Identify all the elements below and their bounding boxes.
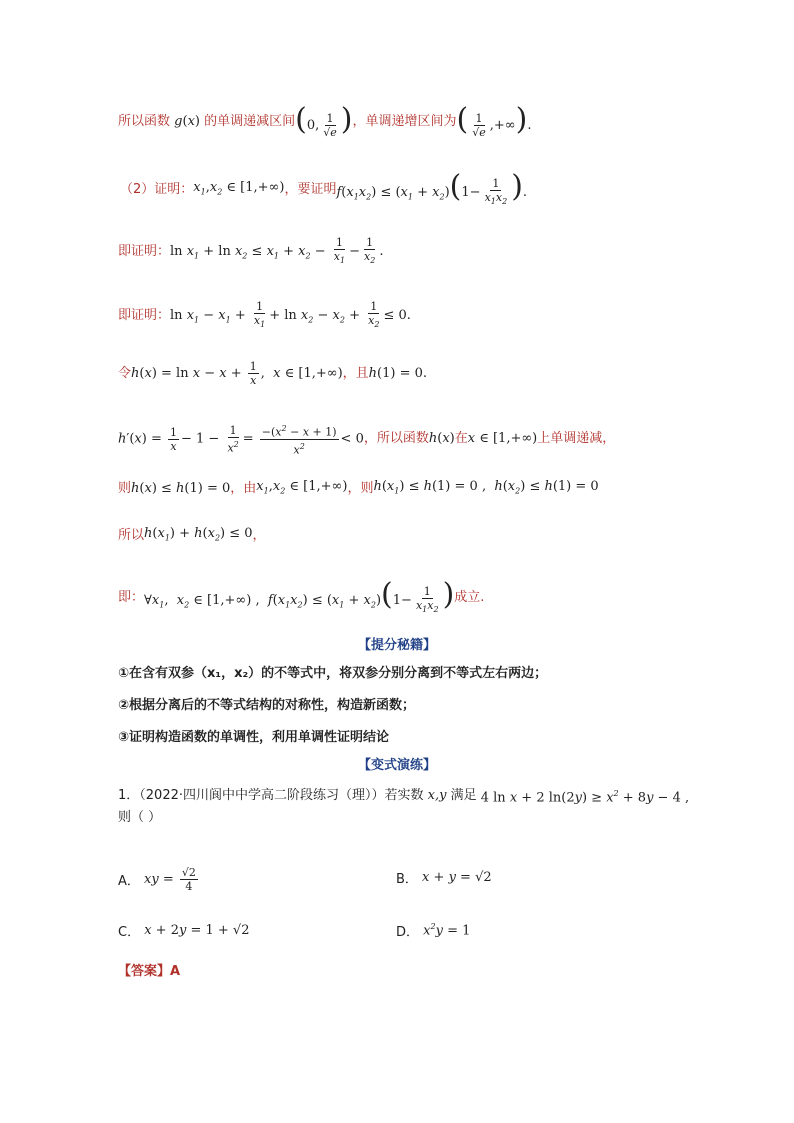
text: 所以 <box>118 528 145 544</box>
question-1-line2: 则（ ） <box>118 810 162 825</box>
line-derivative <box>118 422 615 456</box>
math-h-def: h(x) = ln x − x + $\frac{1}{x}$ , x ∈ [1,+∞) <box>131 360 343 387</box>
math-g-x: g(x) <box>170 114 200 129</box>
text: ，要证明 <box>284 182 337 198</box>
option-label: D． <box>396 925 420 940</box>
line-part2 <box>120 169 528 208</box>
text: 的单调递减区间 <box>204 114 296 129</box>
option-label: B． <box>396 872 418 887</box>
math-option-d: $x^2y = 1$ <box>419 922 471 939</box>
question-prefix: 1．（2022·四川阆中中学高二阶段练习（理））若实数 <box>118 788 424 804</box>
text: ，所以函数 <box>363 431 429 447</box>
math-domain: $x_1,x_2$ ∈ [1,+∞) <box>193 179 285 197</box>
text: （2）证明： <box>120 182 194 198</box>
math-interval-inc: ( $\frac{1}{√e}$ ,+∞). <box>456 102 532 139</box>
tips-title: 【提分秘籍】 <box>357 638 436 653</box>
text: 即证明： <box>118 243 171 259</box>
text: 在 <box>454 431 468 447</box>
tips-item-2: ②根据分离后的不等式结构的对称性，构造新函数； <box>118 698 416 713</box>
line-sum <box>118 524 266 549</box>
math-h-prime: h′(x) = $\frac{1}{x}$ − 1 − $\frac{1}{x^2}$ = $\frac{-(x^2 - x + 1)}{x^2}$ < 0 <box>118 423 364 457</box>
math-ineq: $f(x_1x_2) \le (x_1 + x_2)(1-$ $\frac{1}{x_1x_2}$ ). <box>336 169 528 207</box>
question-mid: 满足 <box>450 788 477 804</box>
text: 则 <box>118 481 132 497</box>
math-ineq: $\ln x_1 + \ln x_2 \le x_1 + x_2$ − $\frac{1}{x_1}$ − $\frac{1}{x_2}$ . <box>170 236 384 266</box>
math-domain: x ∈ [1,+∞) <box>467 431 538 447</box>
text: ， <box>252 528 266 544</box>
line-conclusion-h <box>118 477 599 502</box>
text: ，单调递增区间为 <box>352 114 457 129</box>
practice-title: 【变式演练】 <box>357 758 436 773</box>
text: 上单调递减， <box>537 431 616 447</box>
math-option-b: x + y = √2 <box>417 870 492 885</box>
line-define-h <box>118 360 427 387</box>
text: ，且 <box>342 365 369 381</box>
text: 即证明： <box>118 307 171 323</box>
option-label: C． <box>118 925 141 940</box>
question-1 <box>118 784 689 808</box>
option-label: A． <box>118 874 140 889</box>
option-a[interactable] <box>118 866 200 893</box>
answer-line <box>118 962 180 982</box>
line-final <box>118 577 485 616</box>
line-equivalent-1 <box>118 236 383 267</box>
answer-value: A <box>170 964 181 979</box>
math-xy: x,y <box>423 788 451 804</box>
text: ，由 <box>230 481 257 497</box>
text: 所以函数 <box>118 114 171 129</box>
math-ineq: $\ln x_1 - x_1$ + $\frac{1}{x_1}$ + $\ln x_2 - x_2$ + $\frac{1}{x_2}$ ≤ 0. <box>170 300 411 330</box>
option-d[interactable] <box>396 921 470 940</box>
math-final: $\forall x_1$, $x_2$ ∈ [1,+∞) , $f(x_1x_2) \le (x_1 + x_2)(1-$ $\frac{1}{x_1x_2}$ ) <box>144 577 455 615</box>
option-b[interactable] <box>396 868 492 887</box>
math-option-a: xy = $\frac{√2}{4}$ <box>139 866 196 893</box>
math-h-x1-x2: $h(x_1) \le h(1) = 0$ , $h(x_2) \le h(1) = 0$ <box>373 479 599 496</box>
math-h-x: h(x) <box>428 431 455 447</box>
tips-item-3: ③证明构造函数的单调性，利用单调性证明结论 <box>118 730 390 745</box>
tips-item-1: ①在含有双参（x₁，x₂）的不等式中，将双参分别分离到不等式左右两边； <box>118 666 548 681</box>
math-condition: 4 ln x + 2 $\ln(2y) \ge x^2 + 8y - 4$ , <box>480 789 690 806</box>
math-sum: $h(x_1) + h(x_2) \le 0$ <box>144 526 253 543</box>
text: 令 <box>118 365 132 381</box>
option-c[interactable] <box>118 921 249 940</box>
answer-label: 【答案】 <box>118 964 171 979</box>
line-monotonic-intervals <box>118 102 532 139</box>
math-interval-dec: (0, $\frac{1}{√e}$ ) <box>295 102 353 139</box>
math-h1: h(1) = 0. <box>368 365 428 381</box>
line-equivalent-2 <box>118 300 411 331</box>
text: ，则 <box>347 481 374 497</box>
text: 成立. <box>454 590 485 606</box>
math-h-le: h(x) ≤ h(1) = 0 <box>131 481 231 497</box>
math-option-c: x + 2y = 1 + √2 <box>140 923 250 938</box>
math-domain: $x_1,x_2$ ∈ [1,+∞) <box>256 479 348 496</box>
text: 即： <box>118 590 145 606</box>
